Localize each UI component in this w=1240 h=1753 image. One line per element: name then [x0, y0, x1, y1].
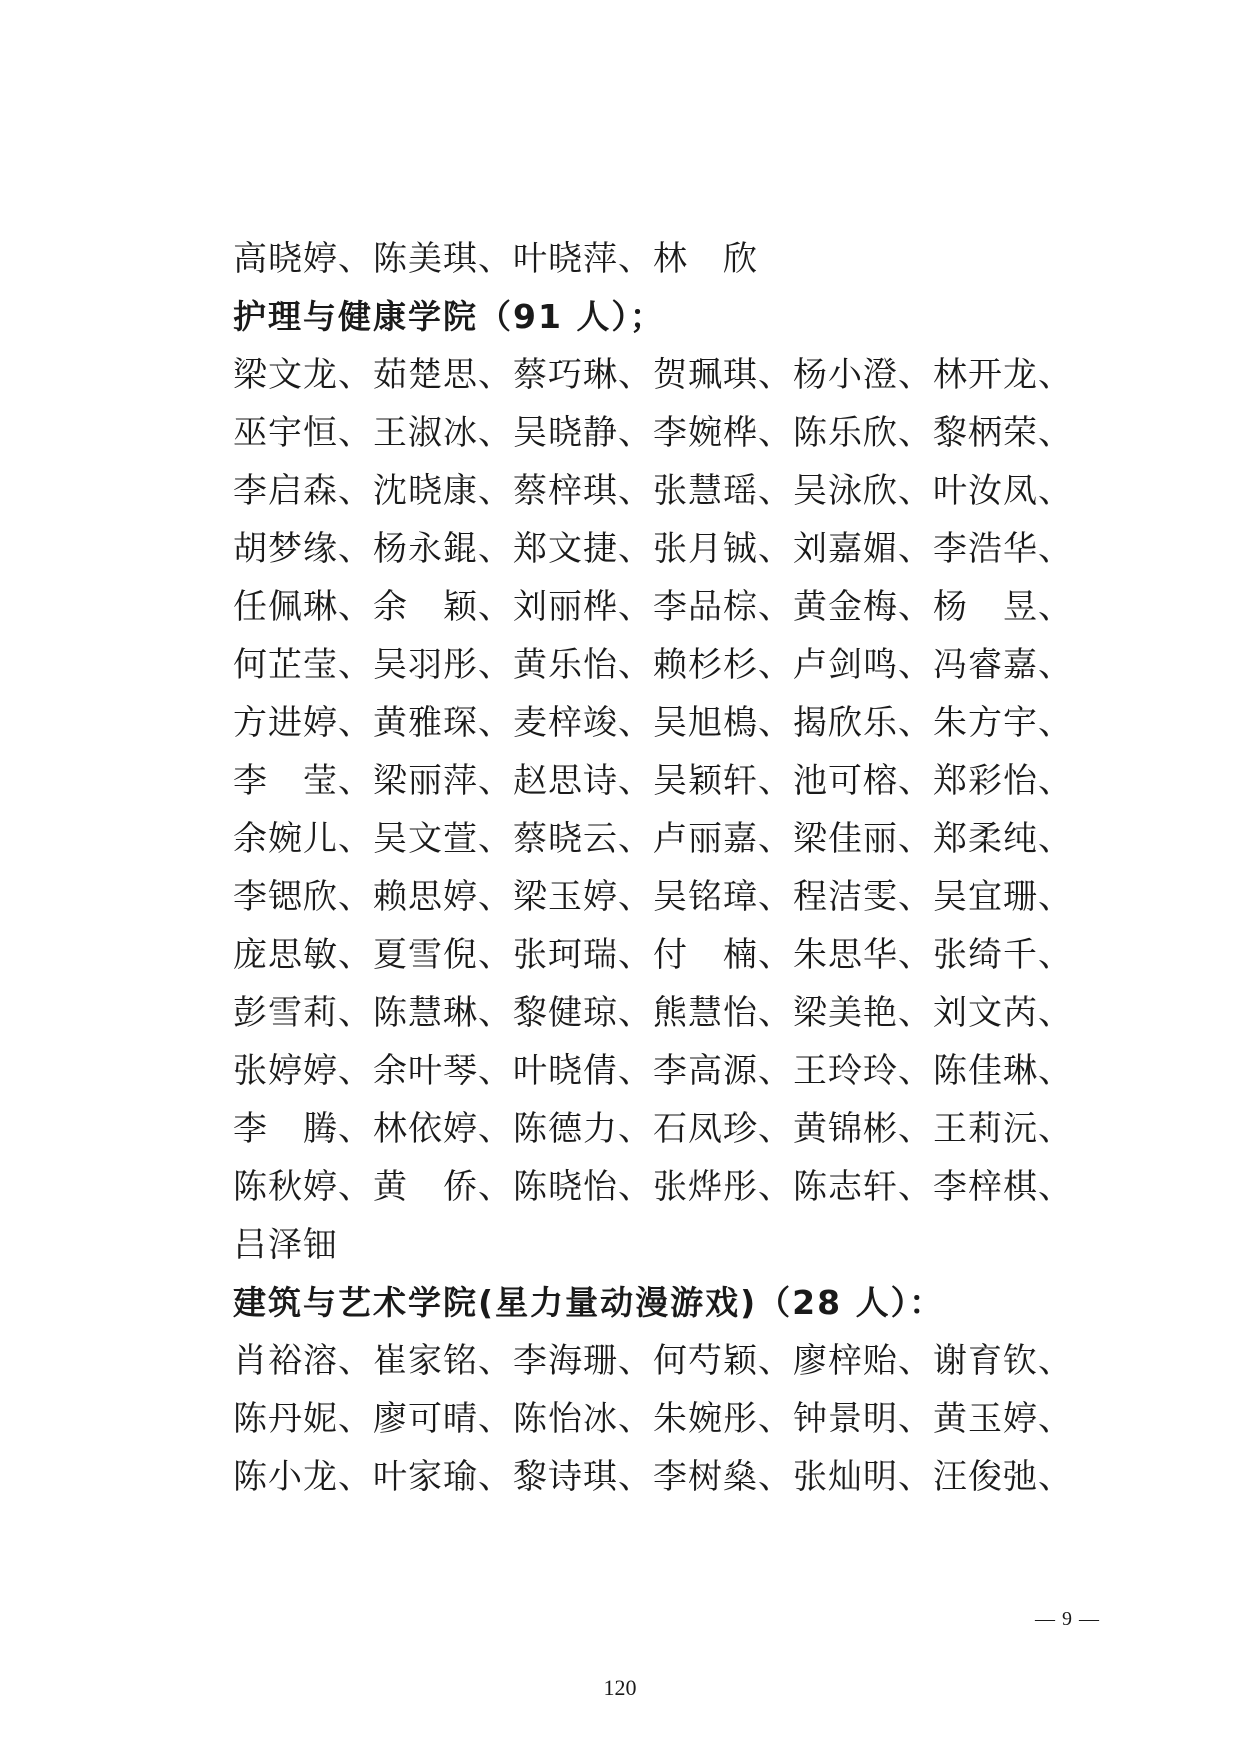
name-list-line: 肖裕溶、崔家铭、李海珊、何芍颖、廖梓贻、谢育钦、 [233, 1341, 1073, 1381]
name-list-line: 彭雪莉、陈慧琳、黎健琼、熊慧怡、梁美艳、刘文芮、 [233, 993, 1073, 1033]
name-list-line: 何芷莹、吴羽彤、黄乐怡、赖杉杉、卢剑鸣、冯睿嘉、 [233, 645, 1073, 685]
name-list-line: 巫宇恒、王淑冰、吴晓静、李婉桦、陈乐欣、黎柄荣、 [233, 413, 1073, 453]
name-list-line: 李 腾、林依婷、陈德力、石凤珍、黄锦彬、王莉沅、 [233, 1109, 1073, 1149]
name-list-line: 高晓婷、陈美琪、叶晓萍、林 欣 [233, 239, 758, 279]
name-list-line: 陈小龙、叶家瑜、黎诗琪、李树燊、张灿明、汪俊弛、 [233, 1457, 1073, 1497]
name-list-line: 任佩琳、余 颖、刘丽桦、李品棕、黄金梅、杨 昱、 [233, 587, 1073, 627]
name-list-line: 李锶欣、赖思婷、梁玉婷、吴铭璋、程洁雯、吴宜珊、 [233, 877, 1073, 917]
section-heading: 建筑与艺术学院(星力量动漫游戏)（28 人）： [233, 1283, 945, 1322]
name-list-line: 李启森、沈晓康、蔡梓琪、张慧瑶、吴泳欣、叶汝凤、 [233, 471, 1073, 511]
page-number: — 9 — [1035, 1608, 1100, 1630]
name-list-line: 张婷婷、余叶琴、叶晓倩、李高源、王玲玲、陈佳琳、 [233, 1051, 1073, 1091]
name-list-line: 梁文龙、茹楚思、蔡巧琳、贺珮琪、杨小澄、林开龙、 [233, 355, 1073, 395]
name-list-line: 吕泽钿 [233, 1225, 338, 1265]
name-list-line: 李 莹、梁丽萍、赵思诗、吴颖轩、池可榕、郑彩怡、 [233, 761, 1073, 801]
name-list-line: 胡梦缘、杨永錕、郑文捷、张月铖、刘嘉媚、李浩华、 [233, 529, 1073, 569]
name-list-line: 陈秋婷、黄 侨、陈晓怡、张烨彤、陈志轩、李梓棋、 [233, 1167, 1073, 1207]
footer-page-number: 120 [603, 1675, 637, 1700]
name-list-line: 方进婷、黄雅琛、麦梓竣、吴旭樢、揭欣乐、朱方宇、 [233, 703, 1073, 743]
name-list-line: 余婉儿、吴文萱、蔡晓云、卢丽嘉、梁佳丽、郑柔纯、 [233, 819, 1073, 859]
name-list-line: 庞思敏、夏雪倪、张珂瑞、付 楠、朱思华、张绮千、 [233, 935, 1073, 975]
document-body [233, 230, 1073, 1506]
name-list-line: 陈丹妮、廖可晴、陈怡冰、朱婉彤、钟景明、黄玉婷、 [233, 1399, 1073, 1439]
section-heading: 护理与健康学院（91 人）； [233, 297, 665, 336]
